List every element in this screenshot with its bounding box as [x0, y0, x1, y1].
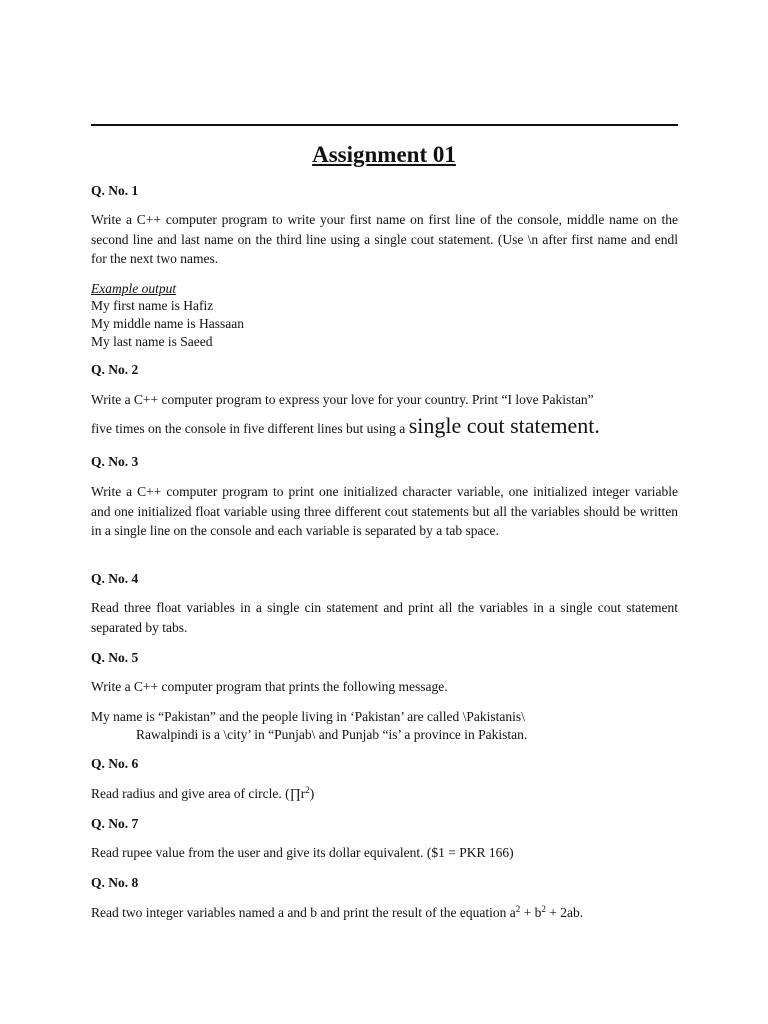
question-text-6 [91, 784, 678, 804]
question-text-2-normal: five times on the console in five different lines but using a [91, 421, 409, 436]
question-label-1: Q. No. 1 [91, 183, 139, 198]
q8-superscript-a: 2 [515, 904, 521, 914]
header-rule [91, 124, 678, 126]
question-text-5: Write a C++ computer program that prints the following message. [91, 679, 448, 694]
question-label-3: Q. No. 3 [91, 454, 139, 469]
message-line-2: Rawalpindi is a \city’ in “Punjab\ and Punjab “is’ a province in Pakistan. [136, 727, 528, 742]
example-line: My middle name is Hassaan [91, 316, 244, 331]
question-label-2: Q. No. 2 [91, 362, 139, 377]
q8-text-mid: + b [520, 905, 542, 920]
question-label-7: Q. No. 7 [91, 816, 139, 831]
example-output-label: Example output [91, 281, 177, 296]
q6-superscript: 2 [305, 785, 310, 795]
q6-text: Read radius and give area of circle. (∏r [91, 786, 306, 801]
q8-superscript-b: 2 [541, 904, 546, 914]
question-text-1: Write a C++ computer program to write your first name on first line of the console, middle name on the second line and last name on the third line using a single cout statement. (Use \n after first name and endl for the next two names. [91, 212, 678, 266]
question-text-4: Read three float variables in a single cin statement and print all the variables in a single cout statement separated by tabs. [91, 600, 678, 635]
q6-text-end: ) [309, 786, 315, 801]
q8-text: Read two integer variables named a and b and print the result of the equation a [91, 905, 516, 920]
example-line: My last name is Saeed [91, 334, 213, 349]
question-text-2-line2 [91, 413, 678, 442]
message-line-1: My name is “Pakistan” and the people living in ‘Pakistan’ are called \Pakistanis\ [91, 709, 525, 724]
question-text-8 [91, 903, 678, 923]
q8-text-end: + 2ab. [545, 905, 584, 920]
question-text-2-large: single cout statement. [408, 413, 600, 438]
question-text-7: Read rupee value from the user and give its dollar equivalent. ($1 = PKR 166) [91, 845, 514, 860]
page-title: Assignment 01 [312, 142, 456, 167]
example-line: My first name is Hafiz [91, 298, 214, 313]
question-text-3: Write a C++ computer program to print one initialized character variable, one initialized integer variable and one initialized float variable using three different cout statements but all the variables should be written in a single line on the console and each variable is separated by a tab space. [91, 484, 678, 538]
question-text-2-line1: Write a C++ computer program to express your love for your country. Print “I love Pakistan” [91, 392, 594, 407]
question-label-6: Q. No. 6 [91, 756, 139, 771]
question-label-4: Q. No. 4 [91, 571, 139, 586]
question-label-5: Q. No. 5 [91, 650, 139, 665]
question-label-8: Q. No. 8 [91, 875, 139, 890]
